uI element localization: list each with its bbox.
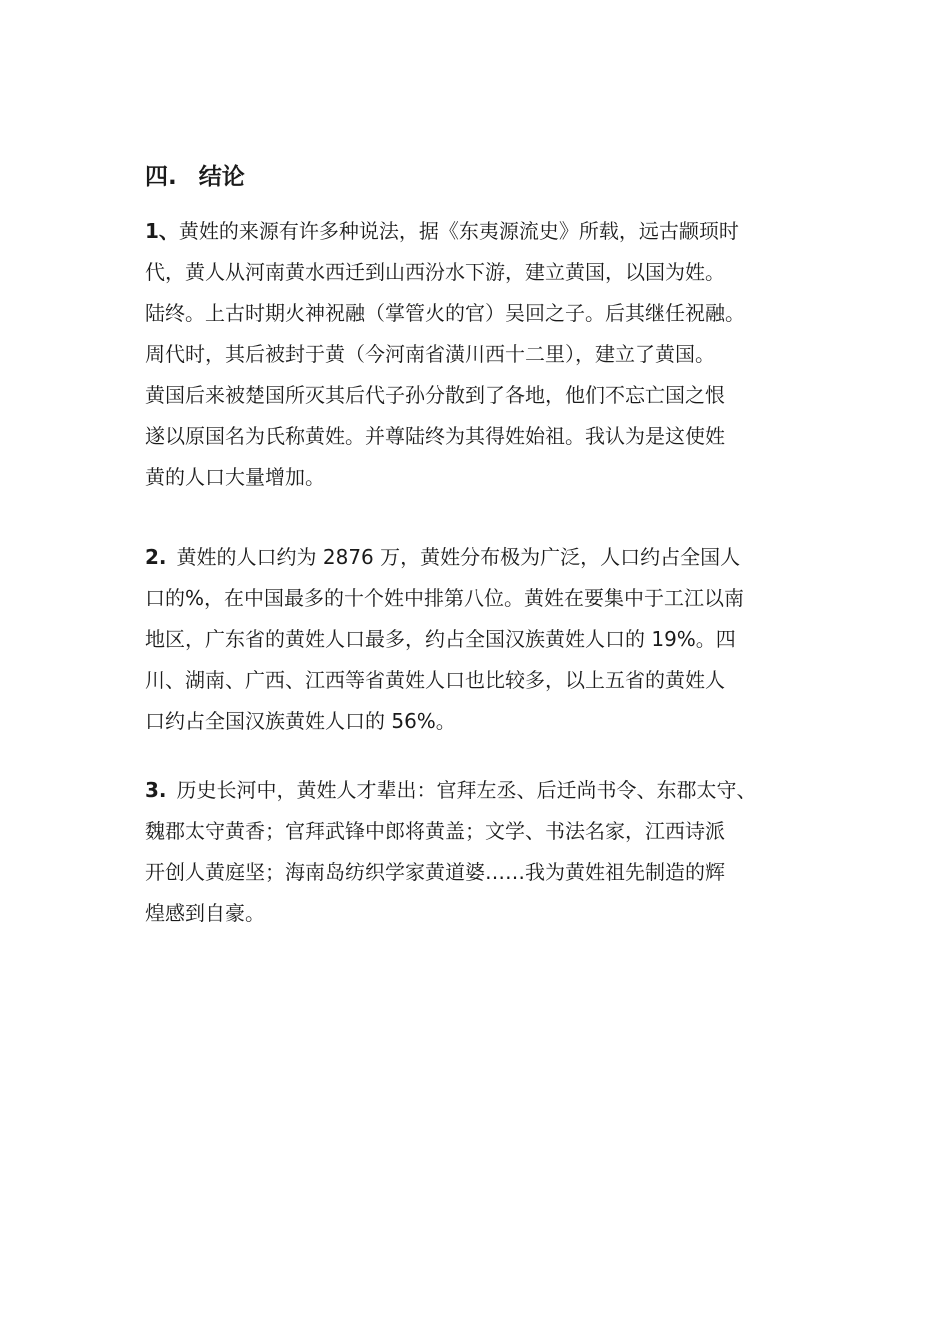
paragraph-text: 黄姓的人口约为 2876 万，黄姓分布极为广泛，人口约占全国人 xyxy=(176,545,741,569)
section-number: 四. xyxy=(145,164,177,190)
paragraph-number: 3. xyxy=(145,778,167,802)
paragraph-line: 遂以原国名为氏称黄姓。并尊陆终为其得姓始祖。我认为是这使姓 xyxy=(145,424,725,448)
paragraph-line: 口约占全国汉族黄姓人口的 56%。 xyxy=(145,709,456,733)
paragraph-line: 魏郡太守黄香；官拜武锋中郎将黄盖；文学、书法名家，江西诗派 xyxy=(145,819,725,843)
paragraph-text: 历史长河中，黄姓人才辈出：官拜左丞、后迁尚书令、东郡太守、 xyxy=(176,778,757,802)
paragraph-line: 口的%，在中国最多的十个姓中排第八位。黄姓在要集中于工江以南 xyxy=(145,586,745,610)
paragraph-text: 黄姓的来源有许多种说法，据《东夷源流史》所载，远古颛顼时 xyxy=(178,219,739,243)
paragraph-1 xyxy=(145,211,835,498)
paragraph-line xyxy=(145,537,835,578)
paragraph-3 xyxy=(145,770,835,934)
paragraph-number: 2. xyxy=(145,545,167,569)
paragraph-line: 陆终。上古时期火神祝融（掌管火的官）吴回之子。后其继任祝融。 xyxy=(145,301,745,325)
paragraph-line: 地区，广东省的黄姓人口最多，约占全国汉族黄姓人口的 19%。四 xyxy=(145,627,736,651)
section-title: 结论 xyxy=(198,164,245,190)
paragraph-line: 代，黄人从河南黄水西迁到山西汾水下游，建立黄国，以国为姓。 xyxy=(145,260,725,284)
paragraph-2 xyxy=(145,537,835,742)
paragraph-line: 周代时，其后被封于黄（今河南省潢川西十二里），建立了黄国。 xyxy=(145,342,715,366)
paragraph-line: 黄国后来被楚国所灭其后代子孙分散到了各地，他们不忘亡国之恨 xyxy=(145,383,725,407)
paragraph-line: 川、湖南、广西、江西等省黄姓人口也比较多，以上五省的黄姓人 xyxy=(145,668,725,692)
paragraph-line: 开创人黄庭坚；海南岛纺织学家黄道婆……我为黄姓祖先制造的辉 xyxy=(145,860,725,884)
paragraph-line xyxy=(145,770,835,811)
paragraph-line xyxy=(145,211,835,252)
paragraph-line: 煌感到自豪。 xyxy=(145,901,265,925)
paragraph-line: 黄的人口大量增加。 xyxy=(145,465,325,489)
paragraph-number: 1、 xyxy=(145,219,179,243)
section-heading xyxy=(145,160,245,194)
